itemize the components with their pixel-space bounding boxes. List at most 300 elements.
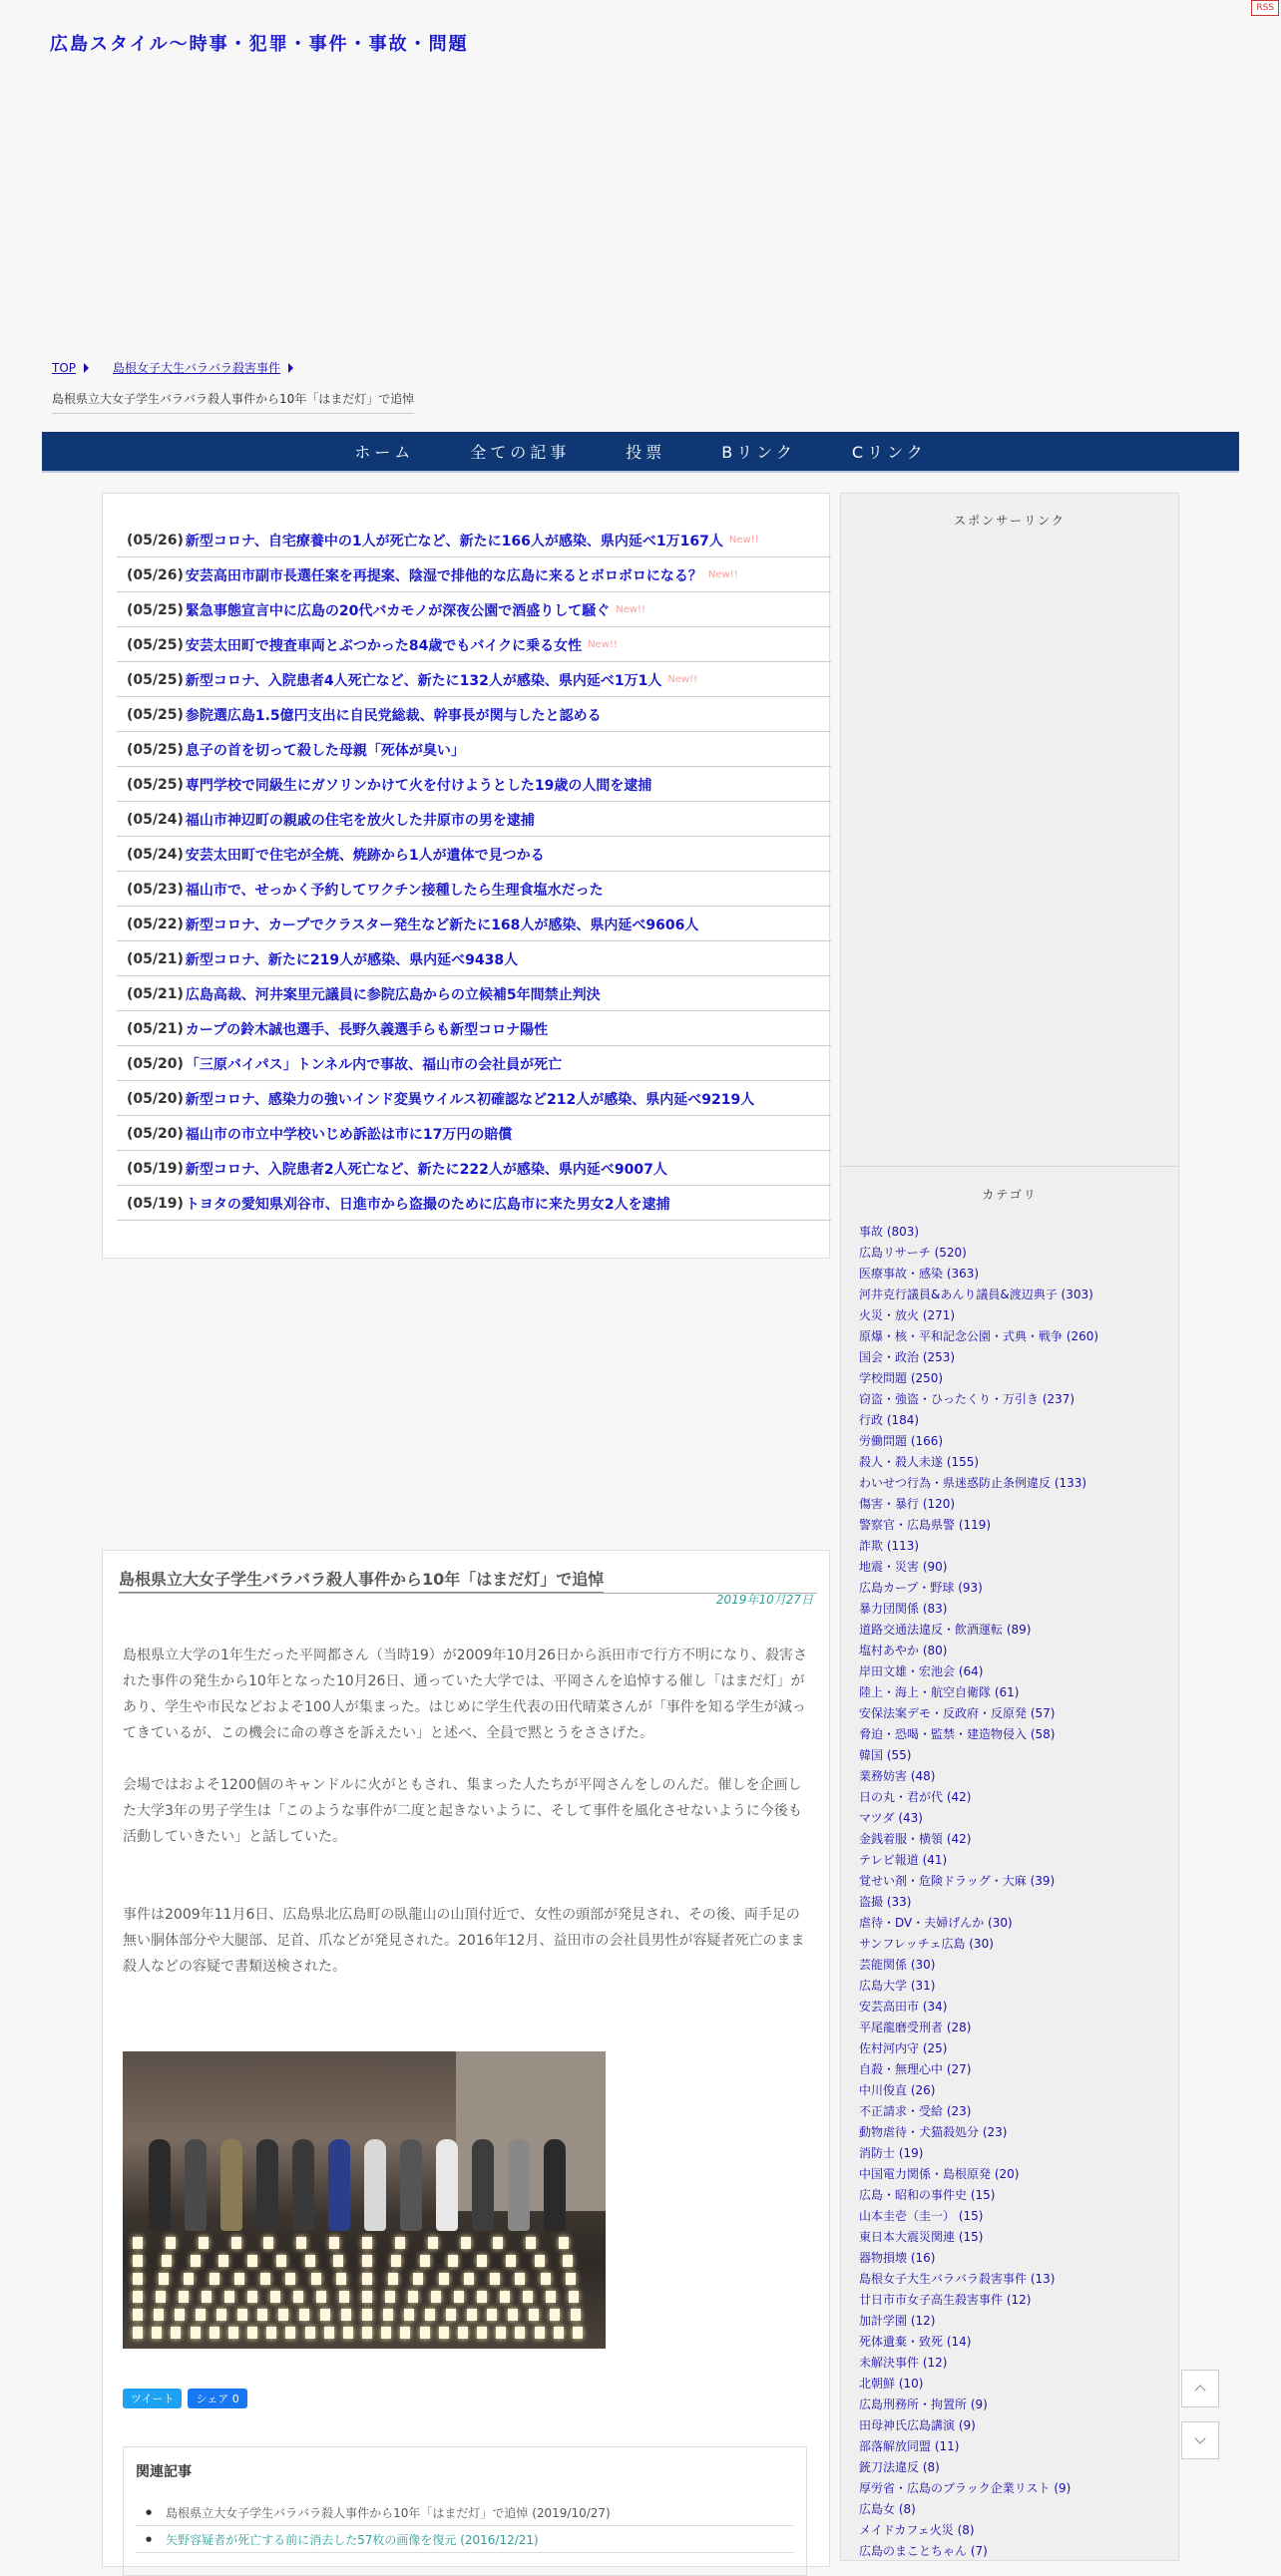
- category-link[interactable]: 安芸高田市 (34): [859, 2000, 948, 2014]
- photo-candle-lantern: [196, 2309, 206, 2321]
- photo-candle-lantern: [210, 2327, 219, 2339]
- photo-candle-lantern: [152, 2327, 162, 2339]
- site-title[interactable]: 広島スタイル～時事・犯罪・事件・事故・問題: [50, 34, 469, 55]
- article-title-rule: [119, 1593, 817, 1594]
- news-date: (05/26): [127, 566, 184, 583]
- photo-candle-lantern: [428, 2237, 438, 2249]
- news-date: (05/25): [127, 636, 184, 653]
- article-date: 2019年10月27日: [715, 1593, 813, 1607]
- related-item-text: ● 島根県立大女子学生バラバラ殺人事件から10年「はまだ灯」で追悼 (2019/10/27): [166, 2505, 611, 2520]
- related-list: [136, 2499, 794, 2553]
- news-date: (05/20): [127, 1125, 184, 1142]
- photo-candle-lantern: [566, 2273, 576, 2285]
- nav-b-link[interactable]: Bリンク: [721, 443, 796, 462]
- photo-candle-lantern: [216, 2309, 226, 2321]
- photo-candle-lantern: [133, 2273, 143, 2285]
- photo-candle-lantern: [210, 2273, 219, 2285]
- photo-candle-lantern: [228, 2327, 238, 2339]
- photo-candle-lantern: [154, 2309, 164, 2321]
- photo-candle-lantern: [383, 2309, 393, 2321]
- photo-person: [328, 2139, 350, 2231]
- news-title-link[interactable]: 福山市で、せっかく予約してワクチン接種したら生理食塩水だった: [185, 882, 604, 899]
- category-link[interactable]: 広島刑務所・拘置所 (9): [859, 2397, 988, 2411]
- category-link[interactable]: 学校問題 (250): [859, 1371, 944, 1385]
- photo-candle-lantern: [563, 2255, 573, 2267]
- photo-candle-lantern: [316, 2291, 326, 2303]
- category-link[interactable]: 虐待・DV・夫婦げんか (30): [859, 1916, 1013, 1930]
- photo-candle-lantern: [175, 2309, 185, 2321]
- category-link[interactable]: 山本圭壱（圭一） (15): [859, 2209, 984, 2223]
- category-link[interactable]: 詐欺 (113): [859, 1539, 920, 1553]
- photo-candle-lantern: [234, 2273, 244, 2285]
- category-link[interactable]: 窃盗・強盗・ひったくり・万引き (237): [859, 1392, 1075, 1406]
- news-item[interactable]: [117, 524, 831, 557]
- photo-candle-lantern: [362, 2237, 372, 2249]
- photo-candle-lantern: [329, 2237, 339, 2249]
- latest-news-box: [102, 493, 830, 1259]
- photo-candle-lantern: [554, 2327, 564, 2339]
- photo-candle-lantern: [133, 2309, 143, 2321]
- sidebar-divider: [841, 1166, 1178, 1167]
- photo-candle-lantern: [224, 2291, 234, 2303]
- news-date: (05/25): [127, 776, 184, 793]
- category-link[interactable]: わいせつ行為・県迷惑防止条例違反 (133): [859, 1476, 1087, 1490]
- news-title-link[interactable]: 福山市神辺町の親戚の住宅を放火した井原市の男を逮捕: [185, 812, 535, 829]
- photo-person: [220, 2139, 242, 2231]
- photo-candle-lantern: [276, 2255, 286, 2267]
- category-link[interactable]: 自殺・無理心中 (27): [859, 2062, 972, 2076]
- category-link[interactable]: 火災・放火 (271): [859, 1308, 956, 1322]
- category-link[interactable]: 業務妨害 (48): [859, 1769, 936, 1783]
- news-title-link[interactable]: 新型コロナ、新たに219人が感染、県内延べ9438人: [185, 951, 519, 968]
- category-link[interactable]: 器物損壊 (16): [859, 2251, 936, 2265]
- news-title-link[interactable]: トヨタの愛知県刈谷市、日進市から盗撮のために広島市に来た男女2人を逮捕: [185, 1196, 670, 1213]
- photo-candle-lantern: [260, 2273, 270, 2285]
- photo-person: [292, 2139, 314, 2231]
- photo-candle-lantern: [237, 2309, 247, 2321]
- sidebar: [840, 493, 1179, 2561]
- photo-candle-lantern: [362, 2309, 372, 2321]
- related-item[interactable]: [136, 2526, 794, 2553]
- photo-candle-lantern: [285, 2273, 295, 2285]
- photo-candle-lantern: [320, 2309, 330, 2321]
- category-link[interactable]: 道路交通法違反・飲酒運転 (89): [859, 1623, 1032, 1637]
- related-heading: 関連記事: [136, 2464, 192, 2480]
- latest-news-list: [117, 524, 831, 1221]
- category-link[interactable]: テレビ報道 (41): [859, 1853, 948, 1867]
- news-title-link[interactable]: 緊急事態宣言中に広島の20代バカモノが深夜公園で酒盛りして騒ぐ: [185, 602, 611, 619]
- photo-candle-lantern: [299, 2309, 309, 2321]
- photo-candle-lantern: [333, 2255, 343, 2267]
- photo-candle-lantern: [156, 2291, 166, 2303]
- photo-candle-lantern: [199, 2237, 209, 2249]
- news-date: (05/25): [127, 601, 184, 618]
- memorial-candle-photo: [123, 2051, 606, 2349]
- photo-person: [364, 2139, 386, 2231]
- rss-badge[interactable]: RSS: [1251, 0, 1279, 16]
- news-item[interactable]: [117, 908, 831, 941]
- category-link[interactable]: 暴力団関係 (83): [859, 1602, 948, 1616]
- news-item[interactable]: [117, 733, 831, 767]
- photo-candle-lantern: [218, 2255, 228, 2267]
- article-paragraph: 会場ではおよそ1200個のキャンドルに火がともされ、集まった人たちが平岡さんをしのんだ。催しを企画した大学3年の男子学生は「このような事件が二度と起きないように、そして事件を風化させないように今後も活動していきたい」と話していた。: [123, 1777, 802, 1845]
- related-item-link[interactable]: ● 矢野容疑者が死亡する前に消去した57枚の画像を復元 (2016/12/21): [166, 2532, 539, 2547]
- photo-candle-lantern: [296, 2237, 306, 2249]
- photo-candle-lantern: [362, 2327, 372, 2339]
- photo-candle-lantern: [285, 2327, 295, 2339]
- news-item[interactable]: [117, 838, 831, 872]
- category-link[interactable]: 脅迫・恐喝・監禁・建造物侵入 (58): [859, 1727, 1056, 1741]
- news-title-link[interactable]: 広島高裁、河井案里元議員に参院広島からの立候補5年間禁止判決: [185, 986, 601, 1003]
- photo-candle-lantern: [454, 2291, 464, 2303]
- photo-candle-lantern: [500, 2291, 510, 2303]
- category-link[interactable]: 北朝鮮 (10): [859, 2377, 924, 2391]
- photo-candle-lantern: [263, 2237, 273, 2249]
- photo-candle-lantern: [305, 2255, 315, 2267]
- photo-candle-lantern: [515, 2273, 525, 2285]
- chevron-up-icon: [1194, 2385, 1205, 2395]
- photo-person: [185, 2139, 207, 2231]
- category-link[interactable]: 日の丸・君が代 (42): [859, 1790, 972, 1804]
- category-link[interactable]: 不正請求・受給 (23): [859, 2104, 972, 2118]
- photo-candle-lantern: [559, 2237, 569, 2249]
- photo-person: [508, 2139, 530, 2231]
- photo-candle-lantern: [420, 2327, 430, 2339]
- news-date: (05/21): [127, 1020, 184, 1037]
- breadcrumb-top-link[interactable]: TOP: [52, 360, 77, 375]
- category-link[interactable]: 広島女 (8): [859, 2502, 916, 2516]
- category-link[interactable]: 岸田文雄・宏池会 (64): [859, 1664, 984, 1678]
- category-link[interactable]: 廿日市市女子高生殺害事件 (12): [859, 2293, 1032, 2307]
- news-date: (05/22): [127, 916, 184, 932]
- photo-candle-lantern: [133, 2291, 143, 2303]
- news-title-link[interactable]: 安芸高田市副市長選任案を再提案、陰湿で排他的な広島に来るとボロボロになる？: [185, 567, 702, 584]
- new-badge: New!!: [728, 535, 759, 546]
- photo-candle-lantern: [493, 2237, 503, 2249]
- photo-candle-lantern: [515, 2327, 525, 2339]
- news-item[interactable]: [117, 593, 831, 627]
- new-badge: New!!: [707, 569, 738, 580]
- photo-candle-lantern: [425, 2309, 435, 2321]
- photo-candle-lantern: [550, 2309, 560, 2321]
- photo-candle-lantern: [464, 2273, 474, 2285]
- category-link[interactable]: 佐村河内守 (25): [859, 2041, 948, 2055]
- news-title-link[interactable]: 新型コロナ、感染力の強いインド変異ウイルス初確認など212人が感染、県内延べ9219人: [185, 1091, 755, 1108]
- category-heading: カテゴリ: [982, 1188, 1038, 1202]
- photo-candle-lantern: [247, 2327, 257, 2339]
- scroll-top-button[interactable]: [1181, 2370, 1219, 2407]
- nav-underline: [42, 471, 1239, 473]
- category-link[interactable]: 広島リサーチ (520): [859, 1246, 967, 1260]
- news-date: (05/20): [127, 1055, 184, 1072]
- news-item[interactable]: [117, 663, 831, 697]
- category-list: [859, 1222, 1098, 2562]
- category-link[interactable]: 労働問題 (166): [859, 1434, 944, 1448]
- category-link[interactable]: 中川俊直 (26): [859, 2083, 936, 2097]
- news-item[interactable]: [117, 1152, 831, 1186]
- photo-person: [256, 2139, 278, 2231]
- category-link[interactable]: 東日本大震災関連 (15): [859, 2230, 984, 2244]
- photo-candle-lantern: [278, 2309, 288, 2321]
- photo-candle-lantern: [413, 2273, 423, 2285]
- article: [102, 1550, 830, 2567]
- photo-candle-lantern: [546, 2291, 556, 2303]
- related-item: [136, 2499, 794, 2526]
- photo-candle-lantern: [408, 2291, 418, 2303]
- article-body: [123, 1643, 809, 2006]
- news-date: (05/20): [127, 1090, 184, 1107]
- photo-candle-lantern: [133, 2237, 143, 2249]
- chevron-right-icon: [288, 363, 293, 373]
- category-link[interactable]: 広島大学 (31): [859, 1979, 936, 1993]
- news-title-link[interactable]: 息子の首を切って殺した母親「死体が臭い」: [185, 742, 465, 759]
- category-link[interactable]: 陸上・海上・航空自衛隊 (61): [859, 1685, 1020, 1699]
- photo-candle-lantern: [270, 2291, 280, 2303]
- photo-person: [544, 2139, 566, 2231]
- photo-candle-lantern: [388, 2273, 398, 2285]
- chevron-down-icon: [1194, 2432, 1205, 2443]
- news-date: (05/25): [127, 741, 184, 758]
- category-link[interactable]: 行政 (184): [859, 1413, 920, 1427]
- tweet-button[interactable]: ツイート: [123, 2389, 182, 2408]
- photo-candle-lantern: [339, 2291, 349, 2303]
- photo-candle-lantern: [571, 2309, 581, 2321]
- photo-candle-lantern: [446, 2309, 456, 2321]
- news-date: (05/19): [127, 1195, 184, 1212]
- news-date: (05/25): [127, 706, 184, 723]
- photo-candle-lantern: [247, 2255, 257, 2267]
- global-nav: [42, 432, 1239, 471]
- facebook-share-button[interactable]: シェア 0: [188, 2389, 246, 2408]
- photo-candle-lantern: [305, 2327, 315, 2339]
- photo-candle-lantern: [569, 2291, 579, 2303]
- news-item[interactable]: [117, 1047, 831, 1081]
- related-articles: [123, 2446, 807, 2576]
- category-link[interactable]: 田母神氏広島講演 (9): [859, 2418, 976, 2432]
- photo-candle-lantern: [458, 2327, 468, 2339]
- category-link[interactable]: 覚せい剤・危険ドラッグ・大麻 (39): [859, 1874, 1056, 1888]
- category-link[interactable]: 広島カープ・野球 (93): [859, 1581, 983, 1595]
- news-title-link[interactable]: 「三原バイパス」トンネル内で事故、福山市の会社員が死亡: [185, 1056, 563, 1073]
- photo-candle-lantern: [400, 2327, 410, 2339]
- category-link[interactable]: 中国電力関係・島根原発 (20): [859, 2167, 1020, 2181]
- photo-candle-lantern: [341, 2309, 351, 2321]
- category-link[interactable]: メイドカフェ火災 (8): [859, 2523, 975, 2537]
- category-link[interactable]: 地震・災害 (90): [859, 1560, 948, 1574]
- photo-candle-lantern: [439, 2327, 449, 2339]
- category-link[interactable]: 盗撮 (33): [859, 1895, 912, 1909]
- article-paragraph: 島根県立大学の1年生だった平岡都さん（当時19）が2009年10月26日から浜田市で行方不明になり、殺害された事件の発生から10年となった10月26日、通っていた大学では、平岡さんを追悼する催し「はまだ灯」があり、学生や市民などおよそ100人が集まった。はじめに学生代表の田代晴菜さんが「事件を知る学生が減ってきているが、この機会に命の尊さを訴えたい」と述べ、全員で黙とうをささげた。: [123, 1648, 807, 1741]
- nav-all-articles[interactable]: 全ての記事: [470, 443, 571, 462]
- photo-candle-lantern: [448, 2255, 458, 2267]
- category-link[interactable]: 事故 (803): [859, 1225, 920, 1239]
- photo-candle-lantern: [496, 2327, 506, 2339]
- category-link[interactable]: 平尾龍磨受刑者 (28): [859, 2021, 972, 2034]
- category-link[interactable]: 芸能関係 (30): [859, 1958, 936, 1972]
- news-title-link[interactable]: 福山市の市立中学校いじめ訴訟は市に17万円の賠償: [185, 1126, 513, 1143]
- photo-candle-lantern: [487, 2309, 497, 2321]
- photo-person: [400, 2139, 422, 2231]
- photo-candle-lantern: [391, 2255, 401, 2267]
- news-date: (05/19): [127, 1160, 184, 1177]
- photo-candle-lantern: [381, 2327, 391, 2339]
- photo-candle-lantern: [257, 2309, 267, 2321]
- photo-candle-lantern: [541, 2273, 551, 2285]
- photo-candle-lantern: [247, 2291, 257, 2303]
- photo-candle-lantern: [439, 2273, 449, 2285]
- news-date: (05/25): [127, 671, 184, 688]
- news-item[interactable]: [117, 628, 831, 662]
- photo-candle-lantern: [529, 2309, 539, 2321]
- category-link[interactable]: マツダ (43): [859, 1811, 923, 1825]
- news-date: (05/24): [127, 846, 184, 863]
- news-item[interactable]: [117, 1012, 831, 1046]
- category-link[interactable]: 動物虐待・犬猫殺処分 (23): [859, 2125, 1008, 2139]
- photo-candle-lantern: [431, 2291, 441, 2303]
- category-link[interactable]: 広島・昭和の事件史 (15): [859, 2188, 996, 2202]
- news-date: (05/26): [127, 532, 184, 549]
- news-title-link[interactable]: 新型コロナ、入院患者2人死亡など、新たに222人が感染、県内延べ9007人: [185, 1161, 667, 1178]
- sponsor-heading: スポンサーリンク: [954, 514, 1066, 528]
- news-title-link[interactable]: カープの鈴木誠也選手、長野久義選手らも新型コロナ陽性: [185, 1021, 549, 1038]
- photo-candle-lantern: [477, 2291, 487, 2303]
- category-link[interactable]: 医療事故・感染 (363): [859, 1267, 980, 1281]
- news-item[interactable]: [117, 942, 831, 976]
- photo-candle-lantern: [461, 2237, 471, 2249]
- news-title-link[interactable]: 新型コロナ、入院患者4人死亡など、新たに132人が感染、県内延べ1万1人: [185, 672, 662, 689]
- chevron-right-icon: [84, 363, 89, 373]
- category-link[interactable]: 河井克行議員&あんり議員&渡辺典子 (303): [859, 1288, 1093, 1301]
- breadcrumb-current: 島根県立大女子学生バラバラ殺人事件から10年「はまだ灯」で追悼: [52, 390, 414, 414]
- photo-candle-lantern: [202, 2291, 212, 2303]
- article-paragraph: 事件は2009年11月6日、広島県北広島町の臥龍山の山頂付近で、女性の頭部が発見され、その後、両手足の無い胴体部分や大腿部、足首、爪などが発見された。2016年12月、益田市の会社員男性が容疑者死亡のまま殺人などの容疑で書類送検された。: [123, 1907, 805, 1975]
- photo-candle-lantern: [231, 2237, 241, 2249]
- category-link[interactable]: 原爆・核・平和記念公園・式典・戦争 (260): [859, 1329, 1099, 1343]
- photo-candle-lantern: [404, 2309, 414, 2321]
- photo-candle-lantern: [385, 2291, 395, 2303]
- news-item[interactable]: [117, 803, 831, 837]
- category-link[interactable]: 金銭着服・横領 (42): [859, 1832, 972, 1846]
- photo-candle-lantern: [535, 2327, 545, 2339]
- photo-candle-lantern: [573, 2327, 583, 2339]
- nav-c-link[interactable]: Cリンク: [851, 443, 927, 462]
- photo-candle-lantern: [467, 2309, 477, 2321]
- category-link[interactable]: 厚労省・広島のブラック企業リスト (9): [859, 2481, 1071, 2495]
- news-title-link[interactable]: 新型コロナ、自宅療養中の1人が死亡など、新たに166人が感染、県内延べ1万167人: [185, 533, 723, 550]
- photo-candle-lantern: [395, 2237, 405, 2249]
- category-link[interactable]: 消防士 (19): [859, 2146, 924, 2160]
- news-date: (05/24): [127, 811, 184, 828]
- photo-candle-lantern: [166, 2237, 176, 2249]
- photo-candle-lantern: [506, 2255, 516, 2267]
- news-title-link[interactable]: 専門学校で同級生にガソリンかけて火を付けようとした19歳の人間を逮捕: [185, 777, 652, 794]
- photo-candle-lantern: [191, 2327, 201, 2339]
- share-buttons: [123, 2389, 247, 2408]
- photo-candle-lantern: [362, 2273, 372, 2285]
- photo-candle-lantern: [191, 2255, 201, 2267]
- photo-candle-lantern: [184, 2273, 194, 2285]
- photo-candle-lantern: [266, 2327, 276, 2339]
- category-link[interactable]: 国会・政治 (253): [859, 1350, 956, 1364]
- photo-candle-lantern: [526, 2237, 536, 2249]
- breadcrumb: [52, 359, 414, 414]
- new-badge: New!!: [667, 674, 698, 685]
- category-link[interactable]: 塩村あやか (80): [859, 1644, 948, 1657]
- category-link[interactable]: 未解決事件 (12): [859, 2356, 948, 2370]
- category-link[interactable]: 広島のまことちゃん (7): [859, 2544, 988, 2558]
- photo-candle-lantern: [324, 2327, 334, 2339]
- category-link[interactable]: 韓国 (55): [859, 1748, 912, 1762]
- category-link[interactable]: 警察官・広島県警 (119): [859, 1518, 992, 1532]
- photo-candle-lantern: [362, 2255, 372, 2267]
- news-item[interactable]: [117, 873, 831, 907]
- photo-candle-lantern: [336, 2273, 346, 2285]
- photo-candle-lantern: [159, 2273, 169, 2285]
- new-badge: New!!: [588, 639, 618, 650]
- category-link[interactable]: 島根女子大生バラバラ殺害事件 (13): [859, 2272, 1056, 2286]
- breadcrumb-category-link[interactable]: 島根女子大生バラバラ殺害事件: [113, 361, 281, 375]
- photo-candle-lantern: [293, 2291, 303, 2303]
- photo-person: [472, 2139, 494, 2231]
- category-link[interactable]: 傷害・暴行 (120): [859, 1497, 956, 1511]
- news-date: (05/21): [127, 985, 184, 1002]
- nav-home[interactable]: ホーム: [354, 443, 415, 462]
- news-date: (05/23): [127, 881, 184, 898]
- nav-vote[interactable]: 投票: [626, 443, 666, 462]
- photo-candle-lantern: [133, 2255, 143, 2267]
- news-item[interactable]: [117, 1187, 831, 1221]
- photo-candle-lantern: [362, 2291, 372, 2303]
- photo-candle-lantern: [179, 2291, 189, 2303]
- photo-candle-lantern: [490, 2273, 500, 2285]
- news-item[interactable]: [117, 1117, 831, 1151]
- article-title[interactable]: 島根県立大女子学生バラバラ殺人事件から10年「はまだ灯」で追悼: [119, 1567, 604, 1594]
- category-link[interactable]: 銃刀法違反 (8): [859, 2460, 940, 2474]
- news-title-link[interactable]: 安芸太田町で捜査車両とぶつかった84歳でもバイクに乗る女性: [185, 637, 583, 654]
- news-item[interactable]: [117, 1082, 831, 1116]
- news-item[interactable]: [117, 698, 831, 732]
- photo-candle-lantern: [171, 2327, 181, 2339]
- news-item[interactable]: [117, 558, 831, 592]
- category-link[interactable]: 安保法案デモ・反政府・反原発 (57): [859, 1706, 1056, 1720]
- news-title-link[interactable]: 参院選広島1.5億円支出に自民党総裁、幹事長が関与したと認める: [185, 707, 602, 724]
- news-item[interactable]: [117, 768, 831, 802]
- photo-candle-lantern: [508, 2309, 518, 2321]
- scroll-bottom-button[interactable]: [1181, 2421, 1219, 2459]
- photo-candle-lantern: [311, 2273, 321, 2285]
- photo-candle-lantern: [420, 2255, 430, 2267]
- category-link[interactable]: 死体遺棄・致死 (14): [859, 2335, 972, 2349]
- photo-person: [149, 2139, 171, 2231]
- category-link[interactable]: サンフレッチェ広島 (30): [859, 1937, 994, 1951]
- photo-candle-lantern: [523, 2291, 533, 2303]
- photo-candle-lantern: [535, 2255, 545, 2267]
- news-date: (05/21): [127, 950, 184, 967]
- photo-candle-lantern: [477, 2255, 487, 2267]
- photo-candle-lantern: [133, 2327, 143, 2339]
- photo-person: [436, 2139, 458, 2231]
- news-title-link[interactable]: 新型コロナ、カープでクラスター発生など新たに168人が感染、県内延べ9606人: [185, 917, 699, 933]
- new-badge: New!!: [616, 604, 646, 615]
- news-item[interactable]: [117, 977, 831, 1011]
- category-link[interactable]: 殺人・殺人未遂 (155): [859, 1455, 980, 1469]
- photo-candle-lantern: [162, 2255, 172, 2267]
- category-link[interactable]: 加計学園 (12): [859, 2314, 936, 2328]
- photo-candle-lantern: [477, 2327, 487, 2339]
- photo-candle-lantern: [343, 2327, 353, 2339]
- news-title-link[interactable]: 安芸太田町で住宅が全焼、焼跡から1人が遺体で見つかる: [185, 847, 545, 864]
- category-link[interactable]: 部落解放同盟 (11): [859, 2439, 960, 2453]
